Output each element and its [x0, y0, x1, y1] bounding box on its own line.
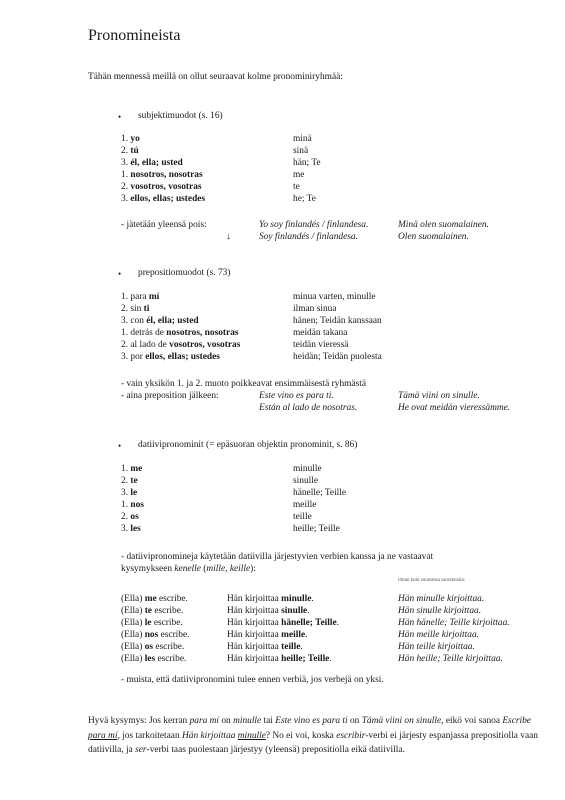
pronoun: nosotros, nosotras	[166, 328, 239, 338]
prep-example-fi-1: Tämä viini on sinulle.	[398, 391, 480, 401]
pronoun: os	[144, 642, 154, 652]
pronoun: ellos, ellas; ustedes	[130, 194, 206, 204]
dative-note-line-2: kysymykseen kenelle (mille, keille):	[121, 564, 256, 574]
subject-row-es	[121, 182, 202, 193]
subject-row-fi: sinä	[293, 146, 309, 156]
pronoun: les	[130, 524, 141, 534]
dative-row-es	[121, 512, 139, 523]
pronoun: te	[144, 606, 152, 616]
subject-example-es-2: Soy finlandés / finlandesa.	[259, 232, 358, 242]
example-fi	[227, 654, 332, 665]
example-alt	[398, 618, 510, 629]
pronoun: mí	[148, 292, 160, 302]
pronoun: le	[144, 618, 152, 628]
subject-row-es	[121, 134, 140, 145]
fi-verb: Hän kirjoittaa	[227, 594, 282, 604]
page-title: Pronomineista	[88, 27, 181, 44]
preposition: 1. detrás de	[121, 328, 167, 338]
dative-row-es	[121, 464, 142, 475]
pronoun: nos	[144, 630, 159, 640]
alt-text: Hän minulle kirjoittaa.	[398, 594, 485, 604]
alt-text: Hän heille; Teille kirjoittaa.	[398, 654, 503, 664]
row-number: 1.	[121, 464, 129, 474]
prep-row-es	[121, 292, 159, 303]
example-es	[121, 618, 183, 629]
subject-row-es	[121, 194, 205, 205]
verb: escribe.	[155, 654, 187, 664]
pronoun: me	[130, 464, 143, 474]
example-es	[121, 594, 188, 605]
row-number: 3.	[121, 194, 129, 204]
verb: escribe.	[158, 630, 190, 640]
row-number: 1.	[121, 500, 129, 510]
prep-note-1: - vain yksikön 1. ja 2. muoto poikkeavat ensimmäisestä ryhmästä	[121, 379, 367, 389]
example-fi	[227, 642, 303, 653]
dative-row-es	[121, 500, 144, 511]
subject-row-fi: he; Te	[293, 194, 316, 204]
dative-row-fi: hänelle; Teille	[293, 488, 347, 498]
fi-end: .	[329, 654, 332, 664]
prep-row-es	[121, 328, 239, 339]
subject-note: - jätetään yleensä pois:	[121, 220, 207, 230]
row-number: 2.	[121, 146, 129, 156]
fi-pronoun: hänelle; Teille	[281, 618, 337, 628]
subject-ella: (Ella)	[121, 642, 145, 652]
example-es	[121, 630, 189, 641]
fi-verb: Hän kirjoittaa	[227, 642, 282, 652]
prep-heading: prepositiomuodot (s. 73)	[138, 268, 231, 278]
prep-note-2: - aina preposition jälkeen:	[121, 391, 219, 401]
fi-pronoun: teille	[281, 642, 301, 652]
dative-row-fi: teille	[293, 512, 312, 522]
fi-verb: Hän kirjoittaa	[227, 654, 282, 664]
fi-pronoun: minulle	[281, 594, 312, 604]
pronoun: nos	[130, 500, 144, 510]
pronoun: les	[144, 654, 156, 664]
bullet-icon: •	[118, 441, 122, 451]
prep-row-fi: hänen; Teidän kanssaan	[293, 316, 382, 326]
row-number: 3.	[121, 524, 129, 534]
alt-text: Hän teille kirjoittaa.	[398, 642, 475, 652]
example-fi	[227, 618, 339, 629]
dative-row-fi: minulle	[293, 464, 322, 474]
subject-row-es	[121, 158, 183, 169]
example-es	[121, 654, 186, 665]
prep-row-es	[121, 304, 149, 315]
verb: escribe.	[151, 618, 183, 628]
subject-row-fi: me	[293, 170, 305, 180]
dative-row-es	[121, 524, 141, 535]
dative-row-es	[121, 488, 137, 499]
preposition: 2. sin	[121, 304, 144, 314]
pronoun: vosotros, vosotras	[130, 182, 202, 192]
row-number: 2.	[121, 512, 129, 522]
pronoun: yo	[130, 134, 140, 144]
prep-example-fi-2: He ovat meidän vieressämme.	[398, 403, 511, 413]
prep-example-es-1: Este vino es para ti.	[259, 391, 334, 401]
fi-verb: Hän kirjoittaa	[227, 630, 282, 640]
pronoun: te	[130, 476, 138, 486]
pronoun: él, ella; usted	[130, 158, 183, 168]
subject-row-fi: minä	[293, 134, 312, 144]
subject-row-fi: te	[293, 182, 300, 192]
pronoun: os	[130, 512, 139, 522]
pronoun: vosotros, vosotras	[169, 340, 241, 350]
prep-row-es	[121, 316, 199, 327]
preposition: 3. por	[121, 352, 146, 362]
dative-note-line-1: - datiivipronomineja käytetään datiivilla järjestyvien verbien kanssa ja ne vastaavat	[121, 552, 434, 562]
alt-text: Hän meille kirjoittaa.	[398, 630, 479, 640]
subject-row-es	[121, 146, 139, 157]
example-fi	[227, 606, 310, 617]
pronoun: me	[144, 594, 157, 604]
prep-row-fi: heidän; Teidän puolesta	[293, 352, 382, 362]
row-number: 3.	[121, 488, 129, 498]
verb: escribe.	[153, 642, 185, 652]
example-alt	[398, 630, 479, 641]
example-alt	[398, 594, 484, 605]
subject-example-fi-1: Minä olen suomalainen.	[398, 220, 489, 230]
prep-row-fi: teidän vieressä	[293, 340, 349, 350]
row-number: 2.	[121, 476, 129, 486]
prep-row-es	[121, 340, 240, 351]
prep-row-es	[121, 352, 220, 363]
subject-ella: (Ella)	[121, 618, 145, 628]
pronoun: él, ella; usted	[146, 316, 199, 326]
example-fi	[227, 630, 307, 641]
bullet-icon: •	[118, 112, 122, 122]
prep-row-fi: ilman sinua	[293, 304, 337, 314]
example-alt	[398, 654, 503, 665]
fi-end: .	[311, 594, 314, 604]
subject-ella: (Ella)	[121, 654, 145, 664]
alt-text: Hän hänelle; Teille kirjoittaa.	[398, 618, 510, 628]
verb: escribe.	[156, 594, 188, 604]
intro-text: Tähän mennessä meillä on ollut seuraavat kolme pronominiryhmää:	[88, 72, 343, 82]
alt-text: Hän sinulle kirjoittaa.	[398, 606, 482, 616]
pronoun: ti	[143, 304, 150, 314]
dative-row-fi: meille	[293, 500, 317, 510]
subject-row-fi: hän; Te	[293, 158, 321, 168]
example-es	[121, 606, 183, 617]
example-es	[121, 642, 184, 653]
tiny-note: ilman kuin suomessa sanottaisiin:	[398, 578, 466, 583]
fi-end: .	[307, 606, 310, 616]
subject-row-es	[121, 170, 203, 181]
fi-verb: Hän kirjoittaa	[227, 606, 282, 616]
dative-heading: datiivipronominit (= epäsuoran objektin pronominit, s. 86)	[138, 440, 358, 450]
fi-pronoun: meille	[281, 630, 306, 640]
prep-row-fi: minua varten, minulle	[293, 292, 376, 302]
pronoun: le	[130, 488, 138, 498]
subject-ella: (Ella)	[121, 606, 145, 616]
fi-pronoun: sinulle	[281, 606, 308, 616]
example-alt	[398, 642, 475, 653]
pronoun: nosotros, nosotras	[130, 170, 203, 180]
pronoun: ellos, ellas; ustedes	[145, 352, 220, 362]
fi-verb: Hän kirjoittaa	[227, 618, 282, 628]
fi-pronoun: heille; Teille	[281, 654, 330, 664]
fi-end: .	[300, 642, 303, 652]
prep-example-es-2: Están al lado de nosotras.	[259, 403, 358, 413]
preposition: 3. con	[121, 316, 147, 326]
example-fi	[227, 594, 314, 605]
row-number: 2.	[121, 182, 129, 192]
question-paragraph: Hyvä kysymys: Jos kerran para mí on minulle tai Este vino es para ti on Tämä viini on sinulle, eikö voi sanoa Escribe para mí, jos tarkoitetaan Hän kirjoittaa minulle? No ei voi, koska escribir-verbi ei järjesty espanjassa prepositiolla vaan datiivilla, ja ser-verbi taas puolestaan järjestyy (yleensä) prepositiolla eikä datiivilla.	[88, 716, 538, 755]
fi-end: .	[336, 618, 339, 628]
row-number: 1.	[121, 134, 129, 144]
bullet-icon: •	[118, 269, 122, 279]
preposition: 2. al lado de	[121, 340, 170, 350]
subject-example-fi-2: Olen suomalainen.	[398, 232, 469, 242]
preposition: 1. para	[121, 292, 149, 302]
subject-ella: (Ella)	[121, 594, 145, 604]
verb: escribe.	[151, 606, 184, 616]
down-arrow-icon: ↓	[226, 231, 231, 242]
pronoun: tú	[130, 146, 139, 156]
prep-row-fi: meidän takana	[293, 328, 348, 338]
dative-final-note: - muista, että datiivipronomini tulee ennen verbiä, jos verbejä on yksi.	[121, 675, 384, 685]
fi-end: .	[305, 630, 308, 640]
dative-row-fi: sinulle	[293, 476, 318, 486]
row-number: 1.	[121, 170, 129, 180]
row-number: 3.	[121, 158, 129, 168]
subject-example-es-1: Yo soy finlandés / finlandesa.	[259, 220, 369, 230]
subject-ella: (Ella)	[121, 630, 145, 640]
dative-row-es	[121, 476, 138, 487]
example-alt	[398, 606, 481, 617]
subject-heading: subjektimuodot (s. 16)	[138, 111, 223, 121]
dative-row-fi: heille; Teille	[293, 524, 340, 534]
